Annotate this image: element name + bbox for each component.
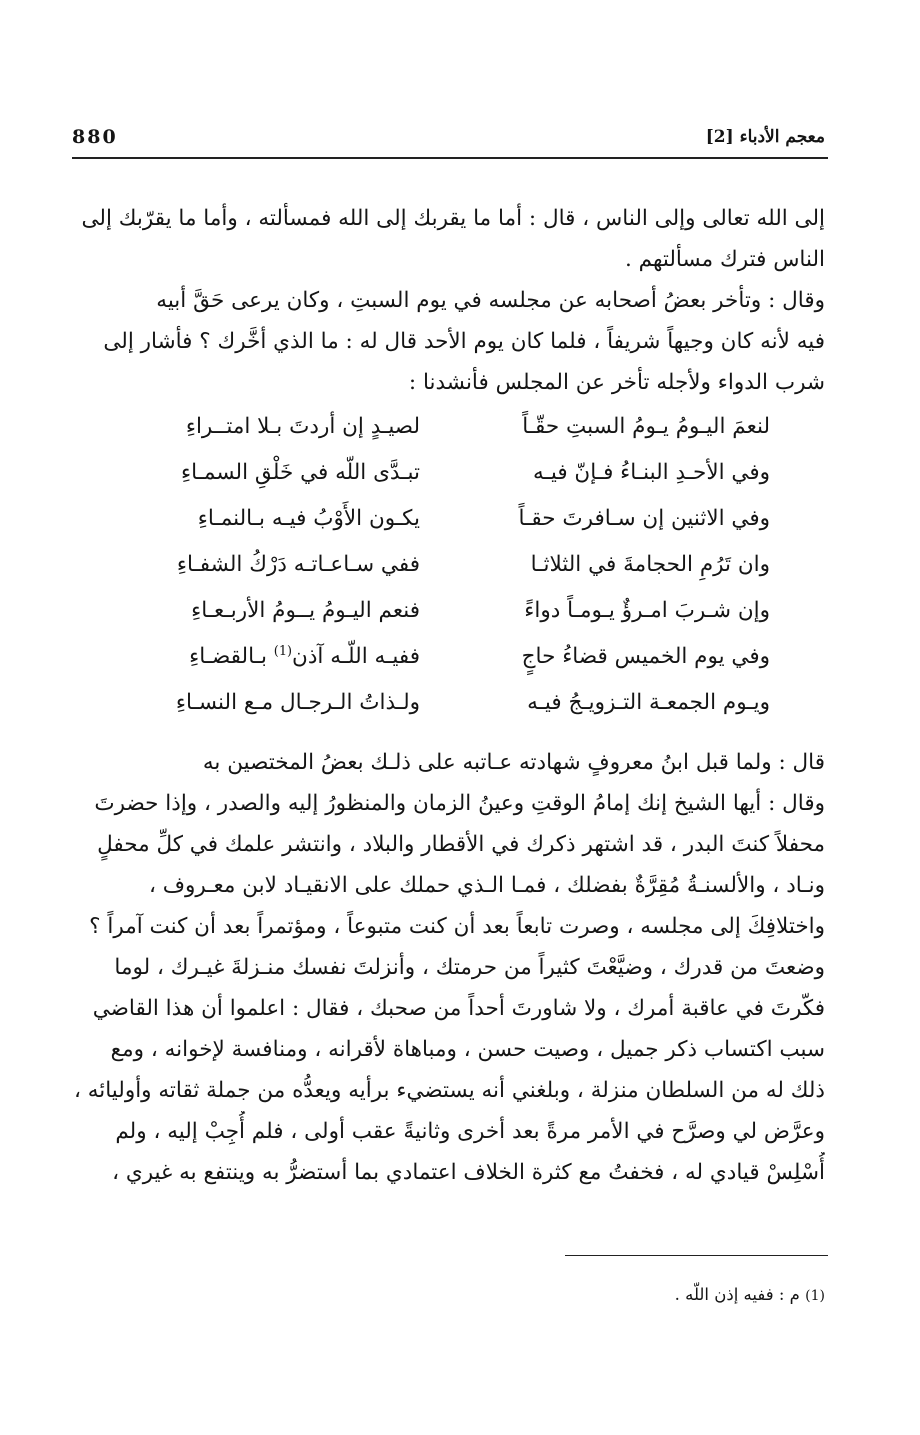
footnote-number: (1) [805,1288,825,1304]
text-line: فيه لأنه كان وجيهاً شريفاً ، فلما كان يوم الأحد قال له : ما الذي أخَّرك ؟ فأشار إلى [103,329,825,354]
hemistich-first: وفي يوم الخميس قضاءُ حاجٍ [521,644,770,669]
text-line: شرب الدواء ولأجله تأخر عن المجلس فأنشدنا : [408,370,825,395]
hemistich-second: ولـذاتُ الـرجـال مـع النسـاءِ [175,690,420,715]
hemistich-first: لنعمَ اليـومُ يـومُ السبتِ حقّـاً [522,414,770,439]
hemistich-second: تبـدَّى اللّه في خَلْقِ السمـاءِ [180,460,420,485]
hemistich-first: وان تَرُمِ الحجامةَ في الثلاثـا [530,552,770,577]
poem-verse [150,680,770,726]
text-line: إلى الله تعالى وإلى الناس ، قال : أما ما يقربك إلى الله فمسألته ، وأما ما يقرّبك إلى [81,206,825,231]
paragraph-1 [72,198,825,280]
text-line: وقال : وتأخر بعضُ أصحابه عن مجلسه في يوم السبتِ ، وكان يرعى حَقَّ أبيه [156,288,825,313]
text-line: وعرَّض لي وصرَّح في الأمر مرةً بعد أخرى وثانيةً عقب أولى ، فلم أُجِبْ إليه ، ولم [115,1119,825,1144]
poem-verse [150,404,770,450]
text-line: واختلافِكَ إلى مجلسه ، وصرت تابعاً بعد أن كنت متبوعاً ، ومؤتمراً بعد أن كنت آمراً ؟ [89,914,825,939]
hemistich-first: وإن شـربَ امـرؤٌ يـومـاً دواءً [524,598,770,623]
page-number: 880 [72,126,118,148]
footnote-marker: (1) [273,643,293,659]
poem-verse [150,542,770,588]
paragraph-2 [72,280,825,403]
footnote-text: م : ففيه إذن اللّه . [674,1285,806,1304]
hemistich-text-tail: بـالقضـاءِ [189,644,274,669]
poem-verse [150,450,770,496]
text-line: وقال : أيها الشيخ إنك إمامُ الوقتِ وعينُ الزمان والمنظورُ إليه والصدر ، وإذا حضرتَ [94,791,825,816]
paragraph-3 [72,742,825,1193]
poem-verse [150,634,770,680]
hemistich-first: وفي الاثنين إن سـافرتَ حقـاً [518,506,770,531]
footnote-rule [565,1255,828,1256]
poem [150,404,770,726]
text-line: ذلك له من السلطان منزلة ، وبلغني أنه يستضيء برأيه ويعدُّه من جملة ثقاته وأوليائه ، [73,1078,825,1103]
hemistich-second: فنعم اليـومُ يــومُ الأربـعـاءِ [191,598,420,623]
hemistich-text: ففيـه اللّـه آذن [292,644,420,669]
page-header [72,122,825,156]
text-line: وضعتَ من قدرك ، وضيَّعْتَ كثيراً من حرمتك ، وأنزلتَ نفسك منـزلةَ غيـرك ، لوما [114,955,825,980]
hemistich-first: ويـوم الجمعـة التـزويـجُ فيـه [527,690,770,715]
text-line: محفلاً كنتَ البدر ، قد اشتهر ذكرك في الأقطار والبلاد ، وانتشر علمك في كلِّ محفلٍ [97,832,825,857]
header-rule [72,157,828,159]
hemistich-second: لصيـدٍ إن أردتَ بـلا امتــراءِ [185,414,420,439]
text-line: أُسْلِسْ قيادي له ، فخفتُ مع كثرة الخلاف اعتمادي بما أستضرُّ به وينتفع به غيري ، [112,1160,825,1185]
hemistich-second [150,634,420,680]
text-line: الناس فترك مسألتهم . [625,247,825,272]
running-title: معجم الأدباء [2] [705,127,825,147]
poem-verse [150,496,770,542]
text-line: ونـاد ، والألسنـةُ مُقِرَّةٌ بفضلك ، فمـا الـذي حملك على الانقيـاد لابن معـروف ، [148,873,825,898]
footnote [675,1280,825,1311]
hemistich-second: يكـون الأَوْبُ فيـه بـالنمـاءِ [197,506,420,531]
text-line: قال : ولما قبل ابنُ معروفٍ شهادته عـاتبه على ذلـك بعضُ المختصين به [202,750,825,775]
hemistich-second: ففي سـاعـاتـه دَرْكُ الشفـاءِ [176,552,420,577]
poem-verse [150,588,770,634]
text-line: فكّرتَ في عاقبة أمرك ، ولا شاورتَ أحداً من صحبك ، فقال : اعلموا أن هذا القاضي [92,996,825,1021]
text-line: سبب اكتساب ذكر جميل ، وصيت حسن ، ومباهاة لأقرانه ، ومنافسة لإخوانه ، ومع [110,1037,825,1062]
hemistich-first: وفي الأحـدِ البنـاءُ فـإنّ فيـه [533,460,770,485]
